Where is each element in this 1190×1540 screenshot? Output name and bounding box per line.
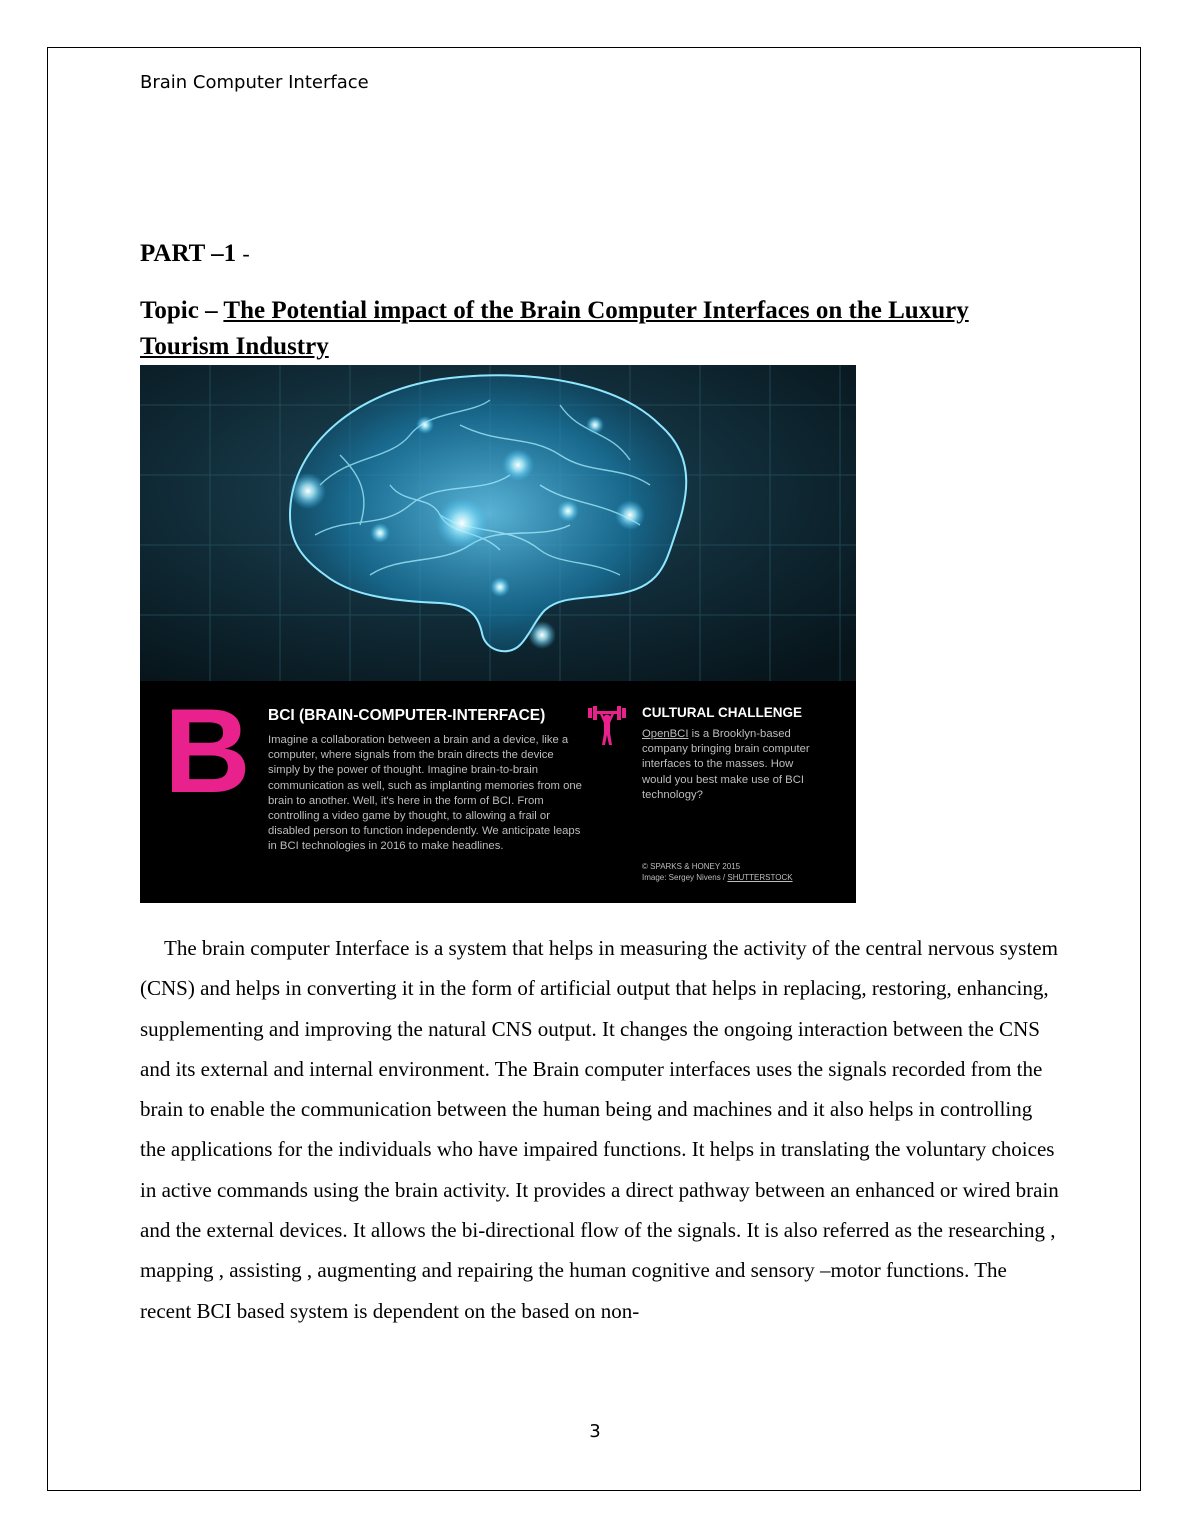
- bci-title: BCI (BRAIN-COMPUTER-INTERFACE): [268, 707, 546, 724]
- body-paragraph: [140, 928, 1060, 1331]
- cultural-challenge-text: is a Brooklyn-based company bringing brain computer interfaces to the masses. How would you best make use of BCI technology?: [642, 728, 810, 801]
- page-number: 3: [589, 1421, 601, 1442]
- topic-prefix: Topic –: [140, 297, 218, 324]
- credit-line-2: [642, 872, 793, 883]
- topic-title: The Potential impact of the Brain Computer Interfaces on the Luxury Tourism Industry: [140, 297, 969, 360]
- part-separator: -: [242, 241, 250, 266]
- bci-description: Imagine a collaboration between a brain and a device, like a computer, where signals from the brain directs the device simply by the power of thought. Imagine brain-to-brain communication as well, such as implanting memories from one brain to another. Well, it's here in the form of BCI. From controlling a video game by thought, to allowing a frail or disabled person to function independently. We anticipate leaps in BCI technologies in 2016 to make headlines.: [268, 734, 582, 853]
- bci-letter-b: B: [164, 684, 251, 818]
- shutterstock-link[interactable]: SHUTTERSTOCK: [727, 873, 793, 882]
- part-label: PART –1: [140, 240, 237, 267]
- credit-line-1: © SPARKS & HONEY 2015: [642, 862, 741, 871]
- body-paragraph-text: The brain computer Interface is a system that helps in measuring the activity of the central nervous system (CNS) and helps in converting it in the form of artificial output that helps in replacing, restoring, enhancing, supplementing and improving the natural CNS output. It changes the ongoing interaction between the CNS and its external and internal environment. The Brain computer interfaces uses the signals recorded from the brain to enable the communication between the human being and machines and it also helps in controlling the applications for the individuals who have impaired functions. It helps in translating the voluntary choices in active commands using the brain activity. It provides a direct pathway between an enhanced or wired brain and the external devices. It allows the bi-directional flow of the signals. It is also referred as the researching , mapping , assisting , augmenting and repairing the human cognitive and sensory –motor functions. The recent BCI based system is dependent on the based on non-: [140, 936, 1059, 1323]
- part-heading: [140, 240, 250, 268]
- cultural-challenge-body: [642, 727, 817, 803]
- image-credit: [642, 861, 793, 883]
- openbci-link[interactable]: OpenBCI: [642, 728, 689, 740]
- bci-figure: [140, 365, 856, 903]
- cultural-challenge-title: CULTURAL CHALLENGE: [642, 705, 802, 720]
- running-header: Brain Computer Interface: [140, 72, 369, 93]
- topic-heading: [140, 293, 1060, 365]
- weightlifter-icon: [587, 703, 627, 747]
- credit-prefix: Image: Sergey Nivens /: [642, 873, 728, 882]
